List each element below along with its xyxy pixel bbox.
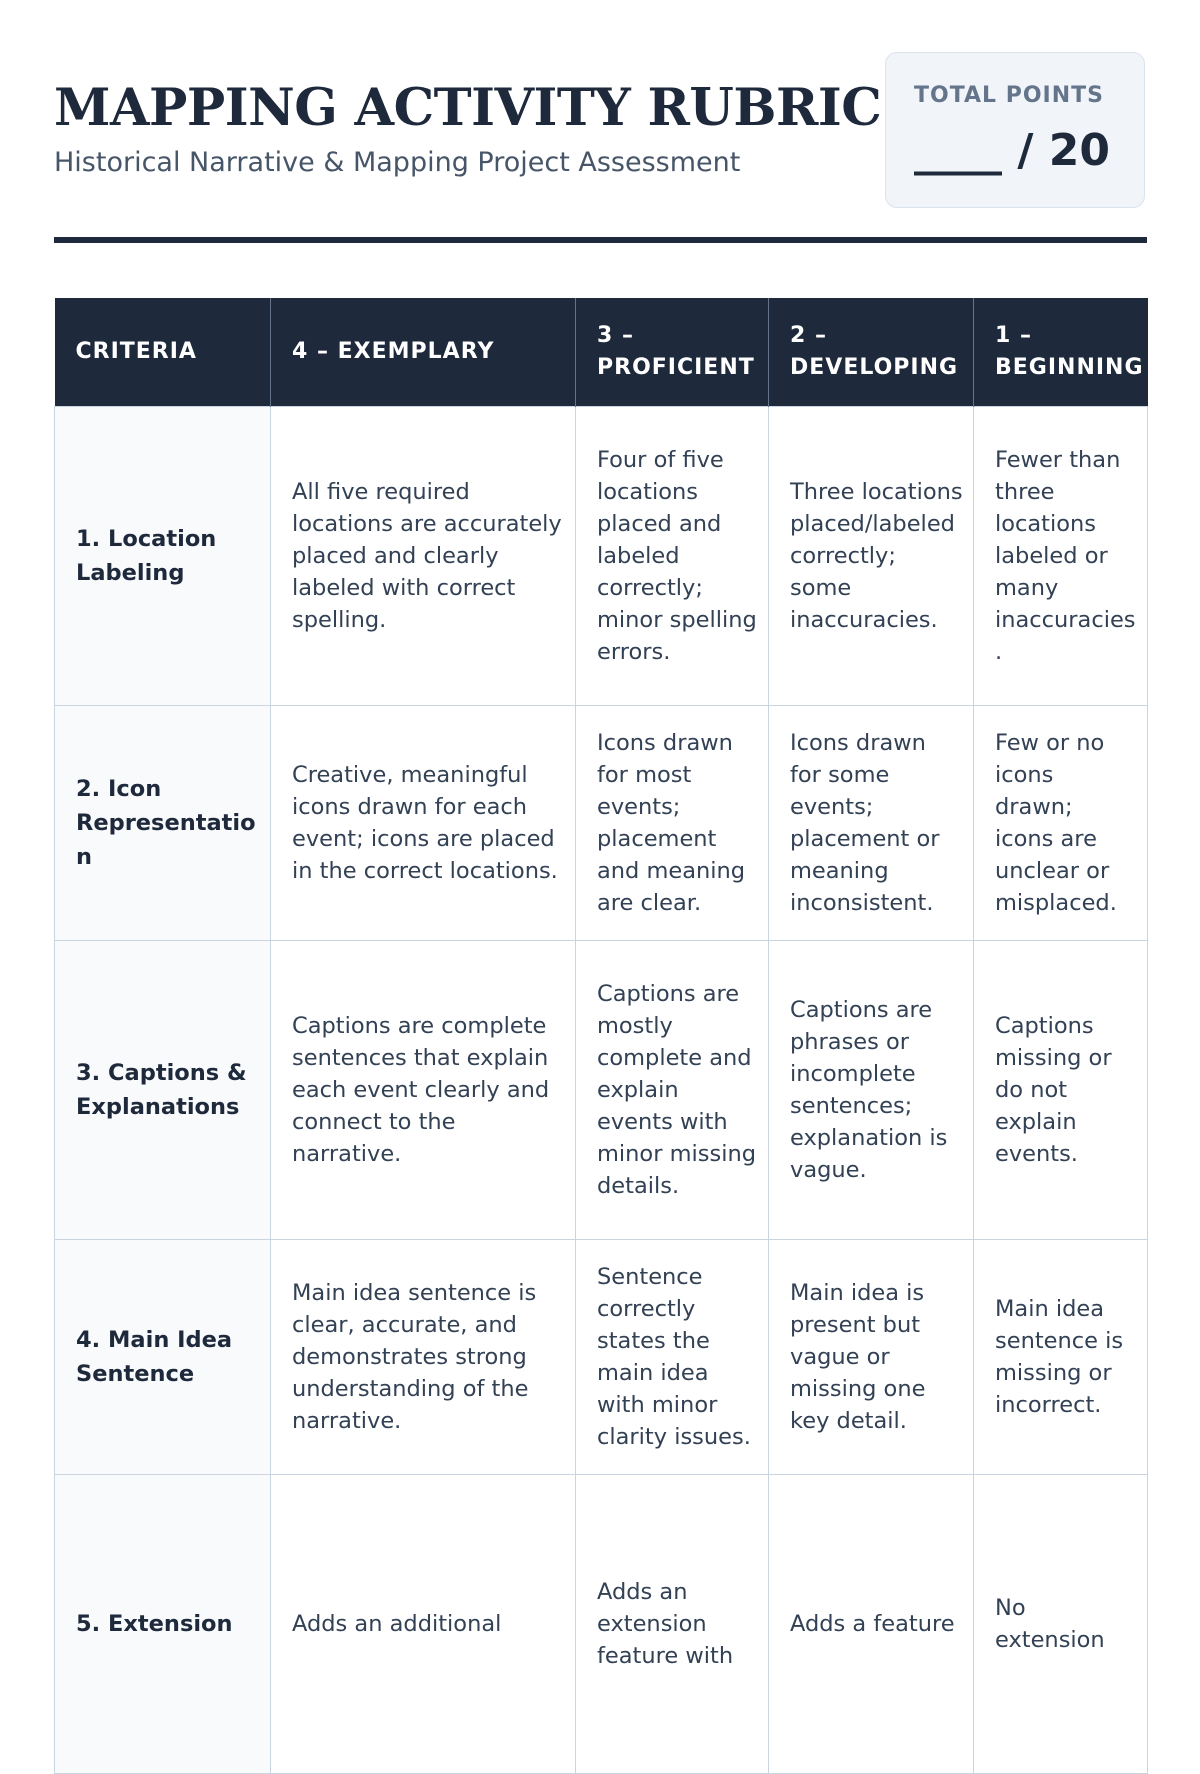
beginning-cell: Few or no icons drawn; icons are unclear or misplaced. xyxy=(974,706,1148,941)
beginning-cell: Captions missing or do not explain events. xyxy=(974,941,1148,1240)
table-row xyxy=(55,1240,1148,1475)
beginning-cell: Main idea sentence is missing or incorrect. xyxy=(974,1240,1148,1475)
table-header-row xyxy=(55,298,1148,407)
proficient-cell: Four of five locations placed and labeled correctly; minor spelling errors. xyxy=(576,407,769,706)
proficient-cell: Sentence correctly states the main idea with minor clarity issues. xyxy=(576,1240,769,1475)
header-beginning: 1 – BEGINNING xyxy=(974,298,1148,407)
page-subtitle: Historical Narrative & Mapping Project Assessment xyxy=(54,147,741,178)
exemplary-cell: Captions are complete sentences that explain each event clearly and connect to the narrative. xyxy=(271,941,576,1240)
total-points-label: TOTAL POINTS xyxy=(914,83,1104,108)
developing-cell: Captions are phrases or incomplete sentences; explanation is vague. xyxy=(769,941,974,1240)
proficient-cell: Adds an extension feature with xyxy=(576,1475,769,1774)
header xyxy=(54,52,1147,210)
exemplary-cell: Main idea sentence is clear, accurate, and demonstrates strong understanding of the narrative. xyxy=(271,1240,576,1475)
proficient-cell: Icons drawn for most events; placement and meaning are clear. xyxy=(576,706,769,941)
developing-cell: Main idea is present but vague or missing one key detail. xyxy=(769,1240,974,1475)
header-developing: 2 – DEVELOPING xyxy=(769,298,974,407)
rubric-table xyxy=(54,298,1148,1774)
criteria-cell: 3. Captions & Explanations xyxy=(55,941,271,1240)
table-row xyxy=(55,706,1148,941)
developing-cell: Adds a feature xyxy=(769,1475,974,1774)
header-divider xyxy=(54,237,1147,243)
criteria-cell: 1. Location Labeling xyxy=(55,407,271,706)
page-title: MAPPING ACTIVITY RUBRIC xyxy=(54,78,882,138)
exemplary-cell: Creative, meaningful icons drawn for each event; icons are placed in the correct locations. xyxy=(271,706,576,941)
header-proficient: 3 – PROFICIENT xyxy=(576,298,769,407)
total-points-box xyxy=(885,52,1145,208)
criteria-cell: 5. Extension xyxy=(55,1475,271,1774)
total-points-value: ____ / 20 xyxy=(914,125,1110,176)
table-row xyxy=(55,941,1148,1240)
criteria-cell: 4. Main Idea Sentence xyxy=(55,1240,271,1475)
beginning-cell: Fewer than three locations labeled or many inaccuracies. xyxy=(974,407,1148,706)
header-criteria: CRITERIA xyxy=(55,298,271,407)
beginning-cell: No extension xyxy=(974,1475,1148,1774)
exemplary-cell: Adds an additional xyxy=(271,1475,576,1774)
table-row xyxy=(55,1475,1148,1774)
rubric-table-container xyxy=(54,298,1147,1669)
developing-cell: Icons drawn for some events; placement or meaning inconsistent. xyxy=(769,706,974,941)
proficient-cell: Captions are mostly complete and explain events with minor missing details. xyxy=(576,941,769,1240)
developing-cell: Three locations placed/labeled correctly; some inaccuracies. xyxy=(769,407,974,706)
exemplary-cell: All five required locations are accurately placed and clearly labeled with correct spelling. xyxy=(271,407,576,706)
header-exemplary: 4 – EXEMPLARY xyxy=(271,298,576,407)
criteria-cell: 2. Icon Representation xyxy=(55,706,271,941)
table-row xyxy=(55,407,1148,706)
